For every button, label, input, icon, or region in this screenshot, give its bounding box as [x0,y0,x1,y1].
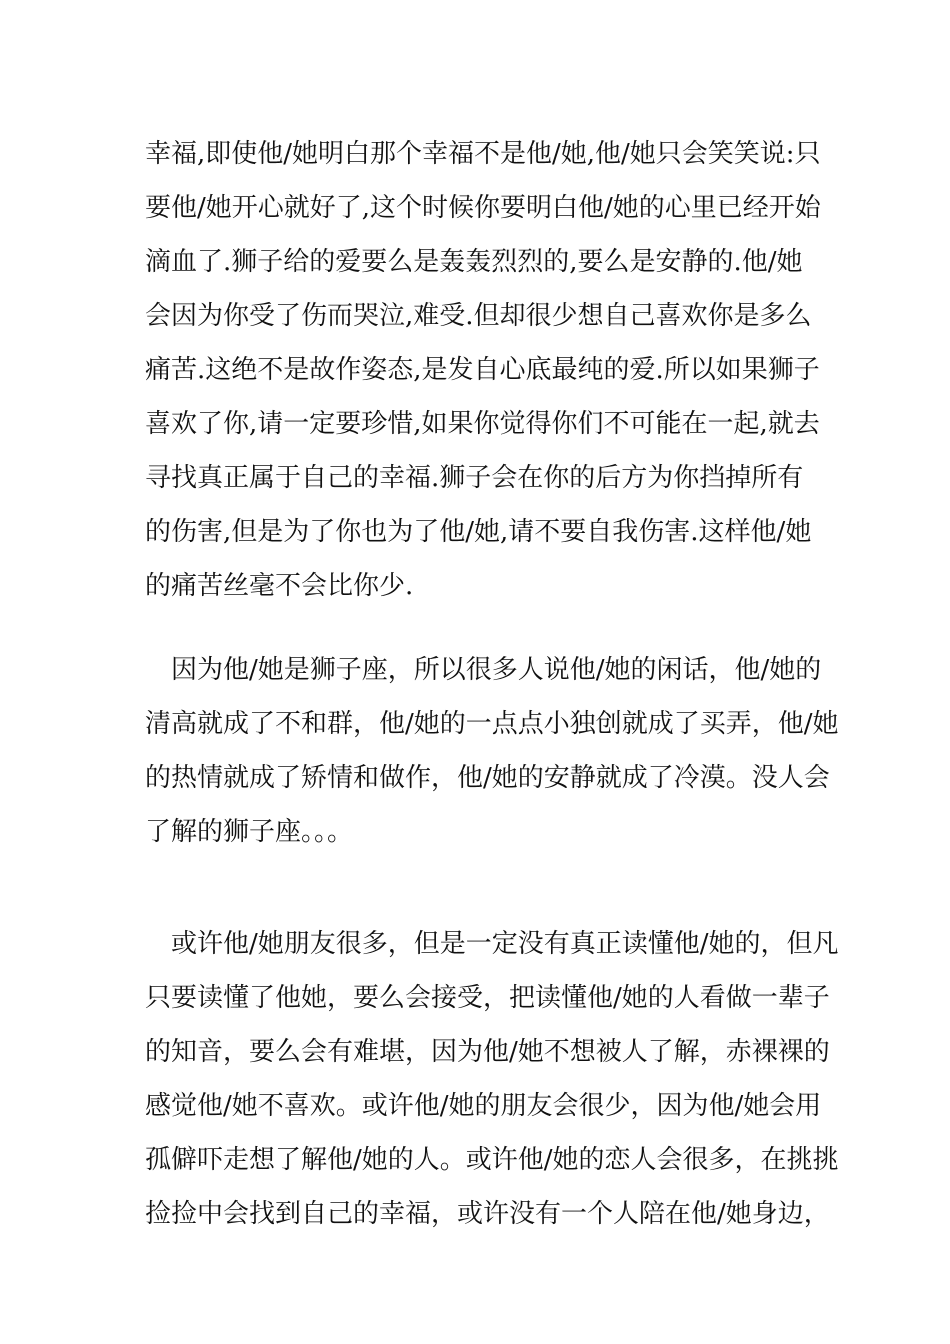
text-line: 的热情就成了矫情和做作，他/她的安静就成了冷漠。没人会 [145,763,830,793]
text-line: 寻找真正属于自己的幸福.狮子会在你的后方为你挡掉所有 [145,463,804,493]
text-line: 会因为你受了伤而哭泣,难受.但却很少想自己喜欢你是多么 [145,301,812,331]
text-line: 清高就成了不和群，他/她的一点点小独创就成了买弄，他/她 [145,709,839,739]
text-line: 只要读懂了他她，要么会接受，把读懂他/她的人看做一辈子 [145,983,830,1013]
text-line: 的知音，要么会有难堪，因为他/她不想被人了解，赤裸裸的 [145,1037,830,1067]
text-line: 的伤害,但是为了你也为了他/她,请不要自我伤害.这样他/她 [145,517,812,547]
text-line: 因为他/她是狮子座，所以很多人说他/她的闲话，他/她的 [145,655,822,685]
text-line: 痛苦.这绝不是故作姿态,是发自心底最纯的爱.所以如果狮子 [145,355,820,385]
text-line: 孤僻吓走想了解他/她的人。或许他/她的恋人会很多，在挑挑 [145,1145,839,1175]
text-line: 的痛苦丝毫不会比你少. [145,571,414,601]
paragraph-3 [145,917,839,1241]
text-line: 捡捡中会找到自己的幸福，或许没有一个人陪在他/她身边， [145,1199,830,1229]
text-line: 或许他/她朋友很多，但是一定没有真正读懂他/她的，但凡 [145,929,839,959]
text-line: 感觉他/她不喜欢。或许他/她的朋友会很少，因为他/她会用 [145,1091,822,1121]
text-line: 要他/她开心就好了,这个时候你要明白他/她的心里已经开始 [145,193,821,223]
text-line: 喜欢了你,请一定要珍惜,如果你觉得你们不可能在一起,就去 [145,409,820,439]
text-line: 了解的狮子座。。。 [145,817,354,847]
paragraph-2 [145,643,839,859]
text-line: 滴血了.狮子给的爱要么是轰轰烈烈的,要么是安静的.他/她 [145,247,803,277]
paragraph-1 [145,127,821,613]
text-line: 幸福,即使他/她明白那个幸福不是他/她,他/她只会笑笑说:只 [145,139,821,169]
